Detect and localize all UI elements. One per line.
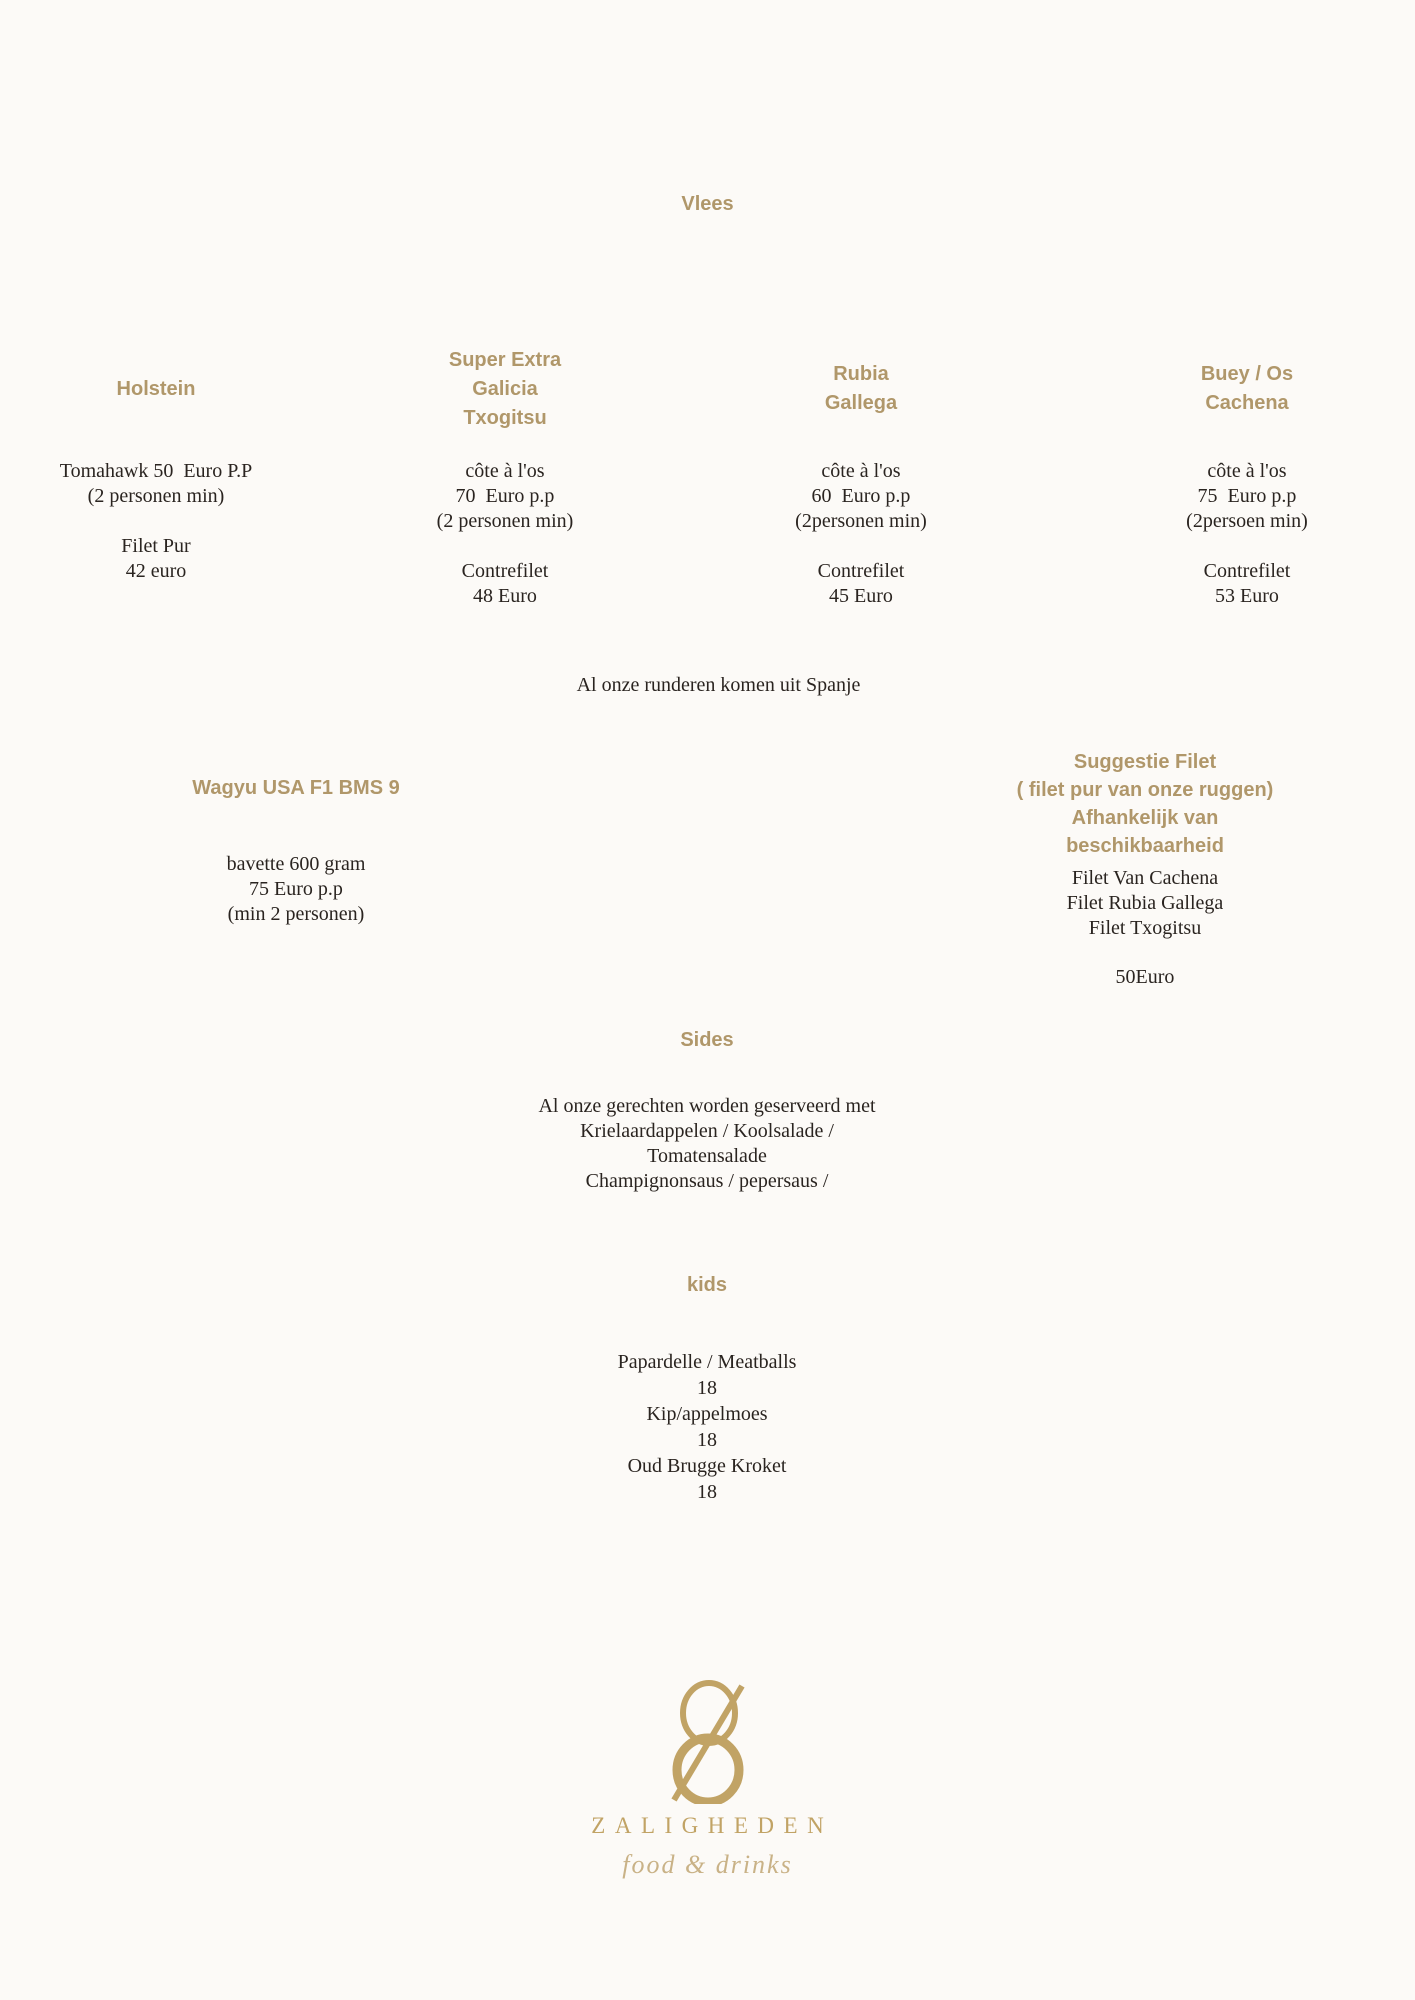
sides-body — [457, 1094, 957, 1194]
kids-item-price: 18 — [697, 1429, 717, 1451]
menu-section-wagyu — [146, 776, 446, 927]
menu-item — [6, 534, 306, 584]
column-header-line: Rubia — [833, 363, 889, 385]
menu-item-line: 75 Euro p.p — [1197, 485, 1297, 507]
column-header-line: Gallega — [824, 392, 898, 414]
suggestie-title-line: Suggestie Filet — [1073, 751, 1217, 773]
menu-item — [355, 459, 655, 534]
menu-item-line: 70 Euro p.p — [455, 485, 555, 507]
menu-item-line: Filet Pur — [121, 535, 191, 557]
column-header-rubia-gallega — [711, 343, 1011, 435]
menu-item-line: Champignonsaus / pepersaus / — [585, 1170, 829, 1192]
menu-item-line: (2personen min) — [795, 510, 927, 532]
column-body-cachena — [1097, 459, 1397, 609]
page-title: Vlees — [681, 193, 734, 215]
menu-item-line: Contrefilet — [461, 560, 549, 582]
menu-section-sides — [457, 1028, 957, 1194]
kids-item-name: Papardelle / Meatballs — [617, 1351, 797, 1373]
suggestie-body — [975, 866, 1315, 941]
wagyu-title: Wagyu USA F1 BMS 9 — [192, 777, 400, 799]
kids-item-price: 18 — [697, 1377, 717, 1399]
column-header-line: Cachena — [1205, 392, 1289, 414]
menu-item — [6, 459, 306, 509]
menu-item — [355, 559, 655, 609]
menu-item-line: Contrefilet — [1203, 560, 1291, 582]
suggestie-title — [975, 748, 1315, 860]
suggestie-title-line: Afhankelijk van — [1071, 807, 1219, 829]
column-header-holstein — [6, 343, 306, 435]
origin-note: Al onze runderen komen uit Spanje — [576, 674, 861, 696]
wagyu-body — [146, 852, 446, 927]
menu-item-line: Filet Rubia Gallega — [1066, 892, 1224, 914]
menu-item-line: Tomahawk 50 Euro P.P — [59, 460, 253, 482]
menu-item-line: Contrefilet — [817, 560, 905, 582]
column-header-line: Galicia — [472, 377, 538, 400]
menu-item-line: (2 personen min) — [87, 485, 225, 507]
column-body-rubia-gallega — [711, 459, 1011, 609]
menu-item-line: Al onze gerechten worden geserveerd met — [538, 1095, 876, 1117]
brand-tagline: food & drinks — [622, 1850, 793, 1879]
menu-item-line: Tomatensalade — [647, 1145, 767, 1167]
menu-section-kids — [507, 1273, 907, 1505]
menu-column-rubia-gallega — [711, 343, 1011, 609]
page-title-wrap — [0, 192, 1415, 216]
menu-item-line: 53 Euro — [1215, 585, 1279, 607]
kids-title: kids — [686, 1274, 728, 1296]
menu-column-cachena — [1097, 343, 1397, 609]
menu-item-line: (min 2 personen) — [227, 903, 365, 925]
menu-item-line: 45 Euro — [829, 585, 893, 607]
footer-logo — [0, 1680, 1415, 1880]
menu-section-suggestie — [975, 748, 1315, 990]
zaligheden-monogram-icon — [666, 1680, 750, 1809]
menu-item-line: (2persoen min) — [1186, 510, 1308, 532]
column-header-line: Txogitsu — [463, 406, 547, 429]
column-header-line: Holstein — [116, 377, 196, 400]
menu-item-line: Filet Van Cachena — [1071, 867, 1219, 889]
suggestie-price: 50Euro — [1115, 966, 1175, 988]
menu-item — [1097, 459, 1397, 534]
suggestie-title-line: ( filet pur van onze ruggen) — [1016, 779, 1274, 801]
menu-column-holstein — [6, 343, 306, 584]
menu-column-txogitsu — [355, 343, 655, 609]
menu-item-line: Krielaardappelen / Koolsalade / — [580, 1120, 834, 1142]
menu-item-line: 75 Euro p.p — [249, 878, 343, 900]
column-body-holstein — [6, 459, 306, 584]
menu-item-line: 60 Euro p.p — [811, 485, 911, 507]
menu-item — [711, 459, 1011, 534]
kids-item-price: 18 — [697, 1481, 717, 1503]
column-body-txogitsu — [355, 459, 655, 609]
column-header-cachena — [1097, 343, 1397, 435]
menu-item — [711, 559, 1011, 609]
menu-item-line: côte à l'os — [1207, 460, 1287, 482]
sides-title: Sides — [680, 1029, 734, 1051]
column-header-txogitsu — [355, 343, 655, 435]
column-header-line: Buey / Os — [1200, 363, 1294, 385]
menu-item-line: Filet Txogitsu — [1088, 917, 1202, 939]
menu-item-line: (2 personen min) — [436, 510, 574, 532]
column-header-line: Super Extra — [448, 348, 562, 371]
menu-item-line: côte à l'os — [465, 460, 545, 482]
kids-body — [507, 1349, 907, 1505]
menu-item-line: côte à l'os — [821, 460, 901, 482]
brand-wordmark: ZALIGHEDEN — [591, 1813, 834, 1838]
suggestie-title-line: beschikbaarheid — [1066, 835, 1224, 857]
menu-item — [1097, 559, 1397, 609]
menu-item-line: 48 Euro — [473, 585, 537, 607]
menu-item-line: bavette 600 gram — [226, 853, 366, 875]
kids-item-name: Oud Brugge Kroket — [627, 1455, 787, 1477]
menu-item-line: 42 euro — [125, 560, 187, 582]
kids-item-name: Kip/appelmoes — [646, 1403, 768, 1425]
